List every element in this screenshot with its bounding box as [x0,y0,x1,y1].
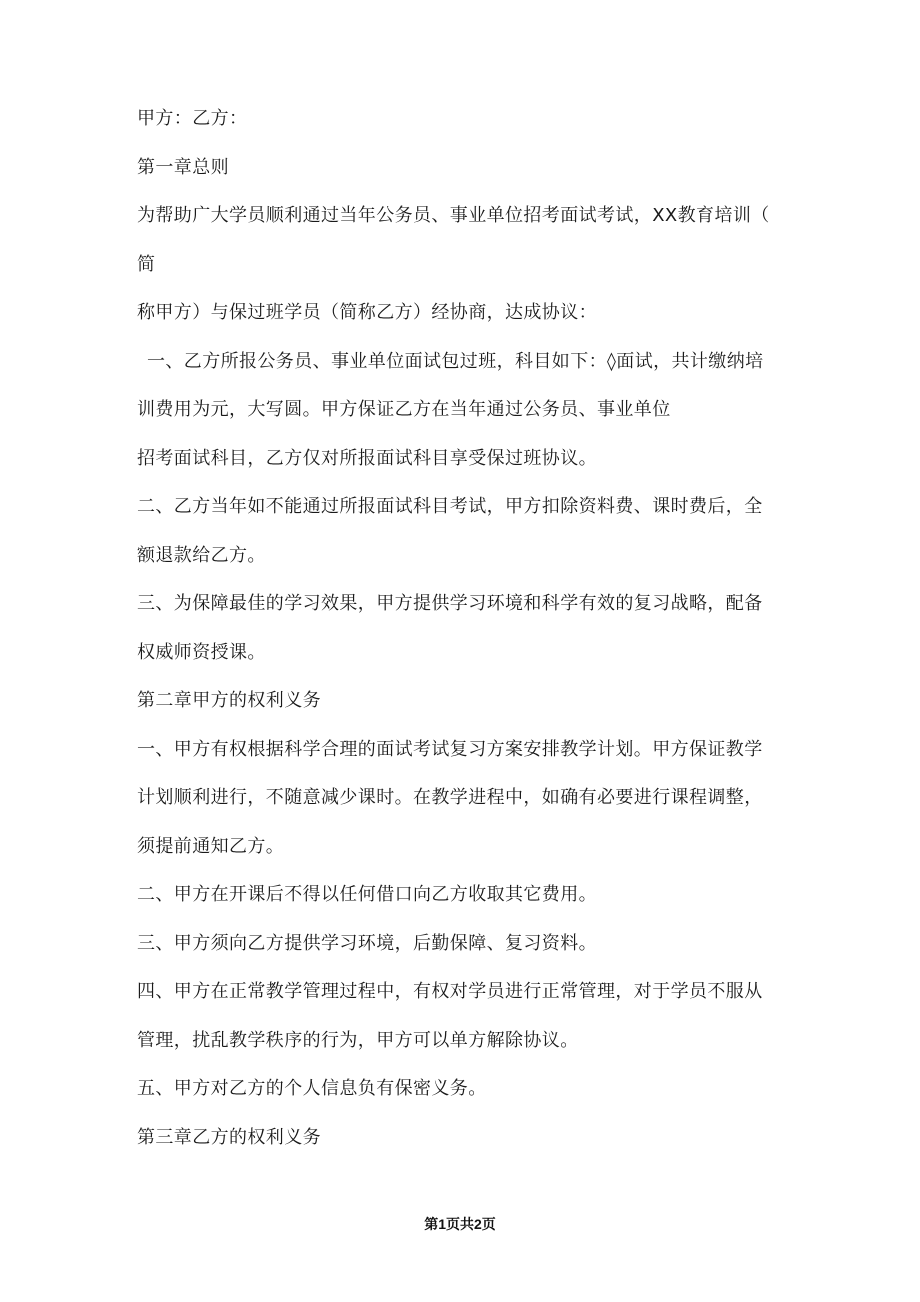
text-line: 五、甲方对乙方的个人信息负有保密义务。 [137,1078,487,1099]
text-line: 三、为保障最佳的学习效果，甲方提供学习环境和科学有效的复习战略，配备 [137,593,763,614]
text-line: 二、乙方当年如不能通过所报面试科目考试，甲方扣除资料费、课时费后，全 [137,496,763,517]
text-line: 简 [137,253,156,275]
parties-line: 甲方：乙方： [137,108,248,129]
page-number-footer: 第1页共2页 [424,1216,496,1232]
document-body [137,104,777,1171]
text-line: 一、乙方所报公务员、事业单位面试包过班，科目如下：◊面试，共计缴纳培 [147,350,764,372]
chapter-2-heading: 第二章甲方的权利义务 [137,690,321,711]
chapter-1-heading: 第一章总则 [137,156,229,178]
text-line: 四、甲方在正常教学管理过程中，有权对学员进行正常管理，对于学员不服从 [137,981,763,1002]
text-line: 三、甲方须向乙方提供学习环境，后勤保障、复习资料。 [137,932,597,954]
text-line: 计划顺利进行，不随意减少课时。在教学进程中，如确有必要进行课程调整， [137,787,763,808]
text-line: 称甲方）与保过班学员（简称乙方）经协商，达成协议： [137,302,597,323]
text-line: 一、甲方有权根据科学合理的面试考试复习方案安排教学计划。甲方保证教学 [137,738,763,760]
text-line: 管理，扰乱教学秩序的行为，甲方可以单方解除协议。 [137,1029,579,1051]
text-line: 训费用为元，大写圆。甲方保证乙方在当年通过公务员、事业单位 [137,399,671,420]
chapter-3-heading: 第三章乙方的权利义务 [137,1126,321,1148]
text-line: 为帮助广大学员顺利通过当年公务员、事业单位招考面试考试，XX教育培训（ [137,205,770,226]
text-line: 权威师资授课。 [137,641,266,663]
text-line: 额退款给乙方。 [137,544,266,566]
text-line: 招考面试科目，乙方仅对所报面试科目享受保过班协议。 [137,447,597,469]
text-line: 须提前通知乙方。 [137,835,285,857]
text-line: 二、甲方在开课后不得以任何借口向乙方收取其它费用。 [137,884,597,905]
